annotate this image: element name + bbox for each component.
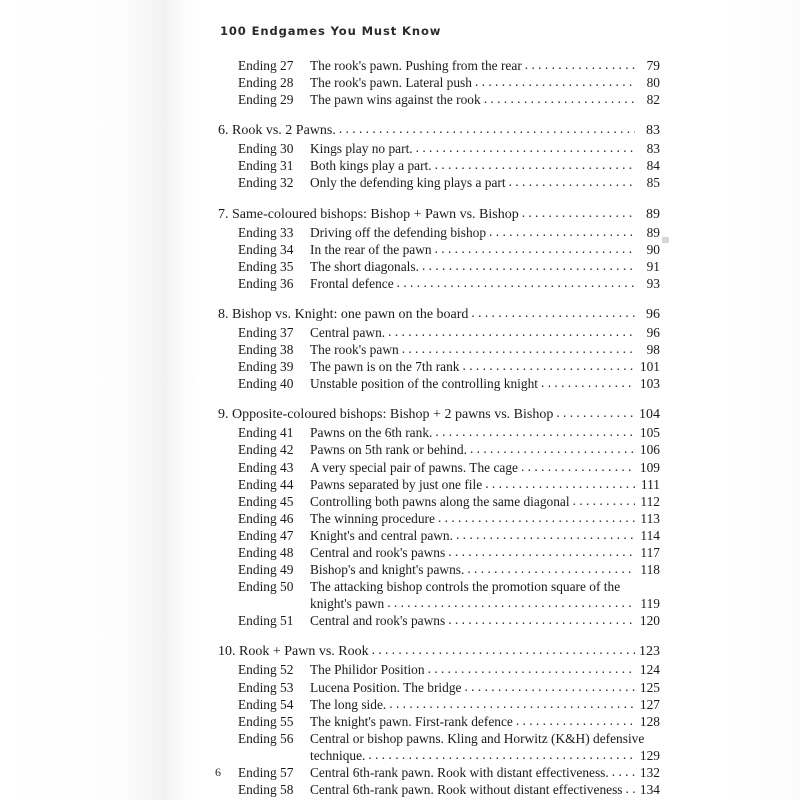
- toc-entry-label: Ending 58: [238, 782, 294, 798]
- dot-leader: [435, 156, 635, 173]
- toc-entry-row[interactable]: [218, 527, 660, 544]
- toc-section-title: 6. Rook vs. 2 Pawns.: [218, 123, 336, 139]
- dot-leader: [573, 492, 635, 509]
- dot-leader: [435, 240, 635, 257]
- toc-entry-title: The rook's pawn. Lateral push: [310, 75, 472, 91]
- toc-entry-page-number: 125: [639, 679, 660, 695]
- toc-entry-row[interactable]: [218, 612, 660, 629]
- toc-section-row[interactable]: [218, 205, 660, 224]
- toc-entry-label: Ending 32: [238, 175, 294, 191]
- toc-entry-title: Lucena Position. The bridge: [310, 679, 462, 695]
- dot-leader: [422, 257, 635, 274]
- dot-leader: [522, 204, 635, 223]
- toc-content: [218, 24, 660, 798]
- toc-entry-title: Kings play no part.: [310, 141, 413, 157]
- toc-section-row[interactable]: [218, 305, 660, 324]
- toc-section-title: 10. Rook + Pawn vs. Rook: [218, 644, 369, 660]
- toc-entry-title: Central or bishop pawns. Kling and Horwitz (K&H) defensive: [310, 730, 645, 746]
- toc-entry-row[interactable]: [218, 140, 660, 157]
- toc-entry-title-continued: technique.: [310, 747, 366, 763]
- toc-entry-page-number: 118: [640, 562, 660, 578]
- toc-entry-title: The rook's pawn: [310, 342, 399, 358]
- toc-entry-title-continued: knight's pawn: [310, 596, 385, 612]
- toc-entry-row[interactable]: [218, 258, 660, 275]
- toc-entry-title: The long side.: [310, 696, 387, 712]
- toc-group: [218, 57, 660, 108]
- dot-leader: [475, 73, 635, 90]
- dot-leader: [521, 458, 635, 475]
- dot-leader: [471, 304, 635, 323]
- toc-entry-row[interactable]: [218, 91, 660, 108]
- toc-entry-row[interactable]: [218, 375, 660, 392]
- toc-entry-page-number: 106: [639, 442, 660, 458]
- dot-leader: [516, 712, 635, 729]
- dot-leader: [368, 746, 635, 763]
- toc-entry-line-continued: [238, 747, 660, 764]
- toc-entry-row[interactable]: [218, 157, 660, 174]
- toc-entry-page-number: 113: [640, 510, 660, 526]
- toc-entry-label: Ending 33: [238, 224, 294, 240]
- toc-entry-page-number: 85: [646, 175, 660, 191]
- toc-entry-page-number: 114: [640, 527, 660, 543]
- toc-entry-label: Ending 46: [238, 510, 294, 526]
- toc-section-row[interactable]: [218, 121, 660, 140]
- toc-entry-label: Ending 57: [238, 765, 294, 780]
- toc-entry-row[interactable]: [218, 57, 660, 74]
- toc-group: [218, 405, 660, 629]
- toc-entry-title: The rook's pawn. Pushing from the rear: [310, 58, 522, 73]
- toc-entry-label: Ending 27: [238, 58, 294, 73]
- dot-leader: [372, 641, 635, 660]
- toc-entry-page-number: 91: [646, 258, 660, 274]
- dot-leader: [525, 56, 635, 73]
- toc-entry-row[interactable]: [218, 275, 660, 292]
- toc-entry-page-number: 128: [639, 713, 660, 729]
- toc-entry-row[interactable]: [218, 679, 660, 696]
- toc-entry-title: Driving off the defending bishop: [310, 224, 487, 240]
- dot-leader: [428, 660, 635, 677]
- toc-entry-label: Ending 56: [238, 730, 294, 746]
- scan-artifact: [662, 237, 669, 243]
- toc-entry-title: Bishop's and knight's pawns.: [310, 562, 465, 578]
- toc-entry-title: Pawns on 5th rank or behind.: [310, 442, 467, 458]
- dot-leader: [489, 223, 635, 240]
- toc-entry-row[interactable]: [218, 224, 660, 241]
- toc-entry-title: The knight's pawn. First-rank defence: [310, 713, 513, 729]
- toc-entry-label: Ending 40: [238, 376, 294, 392]
- toc-entry-label: Ending 48: [238, 544, 294, 560]
- toc-entry-title: Central and rook's pawns: [310, 613, 446, 629]
- toc-entry-label: Ending 30: [238, 141, 294, 157]
- toc-entry-row[interactable]: [218, 730, 660, 764]
- toc-entry-page-number: 117: [640, 544, 660, 560]
- toc-entry-label: Ending 34: [238, 241, 294, 257]
- toc-entry-row[interactable]: [218, 74, 660, 91]
- toc-entry-page-number: 103: [639, 376, 660, 392]
- toc-entry-page-number: 82: [646, 92, 660, 108]
- toc-group: [218, 305, 660, 392]
- toc-entry-page-number: 132: [639, 765, 660, 780]
- toc-entry-label: Ending 54: [238, 696, 294, 712]
- toc-entry-label: Ending 39: [238, 359, 294, 375]
- toc-entry-title: A very special pair of pawns. The cage: [310, 459, 518, 475]
- toc-entry-title: Central 6th-rank pawn. Rook without distant effectiveness: [310, 782, 623, 798]
- toc-entry-row[interactable]: [218, 493, 660, 510]
- dot-leader: [612, 763, 635, 780]
- toc-entry-label: Ending 47: [238, 527, 294, 543]
- dot-leader: [470, 440, 635, 457]
- toc-entry-title: Unstable position of the controlling knight: [310, 376, 538, 392]
- toc-entry-line-continued: [238, 595, 660, 612]
- toc-entry-label: Ending 28: [238, 75, 294, 91]
- toc-entry-label: Ending 50: [238, 579, 294, 595]
- toc-entry-row[interactable]: [218, 661, 660, 678]
- dot-leader: [435, 423, 635, 440]
- toc-section-title: 9. Opposite-coloured bishops: Bishop + 2 pawns vs. Bishop: [218, 407, 554, 423]
- toc-entry-title: Pawns on the 6th rank.: [310, 425, 433, 441]
- toc-entry-page-number: 93: [646, 275, 660, 291]
- toc-entry-page-number: 105: [639, 425, 660, 441]
- toc-entry-row[interactable]: [218, 510, 660, 527]
- dot-leader: [448, 543, 635, 560]
- toc-entry-line: [238, 578, 660, 595]
- toc-entry-line: [238, 730, 660, 747]
- toc-entry-label: Ending 43: [238, 459, 294, 475]
- toc-section-page-number: 89: [646, 206, 660, 222]
- toc-entry-row[interactable]: [218, 696, 660, 713]
- toc-entry-title: The short diagonals.: [310, 258, 419, 274]
- toc-entry-row[interactable]: [218, 764, 660, 781]
- toc-entry-page-number: 112: [640, 493, 660, 509]
- toc-entry-row[interactable]: [218, 476, 660, 493]
- dot-leader: [626, 780, 635, 797]
- dot-leader: [484, 90, 635, 107]
- toc-entry-label: Ending 42: [238, 442, 294, 458]
- toc-entry-page-number: 96: [646, 324, 660, 340]
- dot-leader: [388, 323, 635, 340]
- toc-entry-page-number: 111: [640, 476, 660, 492]
- toc-entry-label: Ending 44: [238, 476, 294, 492]
- dot-leader: [463, 357, 636, 374]
- toc-entry-label: Ending 35: [238, 258, 294, 274]
- toc-entry-label: Ending 31: [238, 158, 294, 174]
- toc-entry-page-number: 90: [646, 241, 660, 257]
- toc-entry-page-number: 119: [640, 596, 660, 612]
- dot-leader: [339, 120, 635, 139]
- toc-entry-row[interactable]: [218, 578, 660, 612]
- running-head: 100 Endgames You Must Know: [220, 24, 442, 38]
- toc-section-page-number: 104: [639, 407, 660, 423]
- toc-entry-label: Ending 29: [238, 92, 294, 108]
- toc-entry-label: Ending 53: [238, 679, 294, 695]
- toc-entry-row[interactable]: [218, 781, 660, 798]
- toc-entry-page-number: 120: [639, 613, 660, 629]
- toc-entry-row[interactable]: [218, 358, 660, 375]
- toc-entry-page-number: 79: [646, 58, 660, 73]
- toc-entry-page-number: 80: [646, 75, 660, 91]
- toc-entry-label: Ending 55: [238, 713, 294, 729]
- toc-entry-row[interactable]: [218, 241, 660, 258]
- toc-entry-row[interactable]: [218, 441, 660, 458]
- toc-section-row[interactable]: [218, 642, 660, 661]
- toc-entry-row[interactable]: [218, 544, 660, 561]
- page-number: 6: [215, 765, 221, 779]
- toc-entry-title: The winning procedure: [310, 510, 435, 526]
- toc-entry-row[interactable]: [218, 341, 660, 358]
- toc-entry-title: Controlling both pawns along the same diagonal: [310, 493, 570, 509]
- toc-entry-row[interactable]: [218, 713, 660, 730]
- dot-leader: [397, 274, 635, 291]
- toc-entry-page-number: 134: [639, 782, 660, 798]
- toc-group: [218, 205, 660, 292]
- toc-section-title: 8. Bishop vs. Knight: one pawn on the board: [218, 306, 469, 322]
- toc-entry-page-number: 83: [646, 141, 660, 157]
- toc-entry-title: The pawn wins against the rook: [310, 92, 481, 108]
- toc-entry-title: The pawn is on the 7th rank: [310, 359, 460, 375]
- dot-leader: [467, 560, 635, 577]
- toc-entry-label: Ending 41: [238, 425, 294, 441]
- toc-entry-row[interactable]: [218, 561, 660, 578]
- toc-entry-title: Only the defending king plays a part: [310, 175, 506, 191]
- toc-entry-row[interactable]: [218, 424, 660, 441]
- toc-entry-label: Ending 49: [238, 562, 294, 578]
- dot-leader: [416, 139, 635, 156]
- toc-entry-page-number: 98: [646, 342, 660, 358]
- toc-entry-page-number: 129: [639, 747, 660, 763]
- dot-leader: [456, 526, 635, 543]
- toc-section-page-number: 123: [639, 644, 660, 660]
- toc-group: [218, 121, 660, 191]
- toc-group: [218, 642, 660, 798]
- toc-entry-page-number: 124: [639, 662, 660, 678]
- toc-entry-title: Pawns separated by just one file: [310, 476, 483, 492]
- toc-entry-label: Ending 36: [238, 275, 294, 291]
- toc-entry-page-number: 84: [646, 158, 660, 174]
- dot-leader: [448, 611, 635, 628]
- dot-leader: [464, 678, 635, 695]
- toc-entry-title: Frontal defence: [310, 275, 394, 291]
- toc-entry-row[interactable]: [218, 459, 660, 476]
- dot-leader: [541, 374, 635, 391]
- toc-section-page-number: 83: [646, 123, 660, 139]
- toc-entry-label: Ending 45: [238, 493, 294, 509]
- toc-section-title: 7. Same-coloured bishops: Bishop + Pawn vs. Bishop: [218, 206, 519, 222]
- toc-section-page-number: 96: [646, 306, 660, 322]
- toc-entry-row[interactable]: [218, 174, 660, 191]
- toc-entry-page-number: 101: [639, 359, 660, 375]
- toc-entry-title: Central and rook's pawns: [310, 544, 446, 560]
- dot-leader: [509, 173, 635, 190]
- toc-entry-row[interactable]: [218, 324, 660, 341]
- dot-leader: [387, 594, 635, 611]
- dot-leader: [485, 475, 635, 492]
- toc-entry-title: The Philidor Position: [310, 662, 425, 678]
- toc-entry-title: Central 6th-rank pawn. Rook with distant effectiveness.: [310, 765, 609, 780]
- dot-leader: [556, 404, 635, 423]
- toc-entry-title: Central pawn.: [310, 324, 386, 340]
- dot-leader: [402, 340, 635, 357]
- toc-entry-title: In the rear of the pawn: [310, 241, 432, 257]
- toc-entry-title: Both kings play a part.: [310, 158, 432, 174]
- toc-entry-label: Ending 38: [238, 342, 294, 358]
- toc-entry-label: Ending 52: [238, 662, 294, 678]
- toc-entry-title: The attacking bishop controls the promotion square of the: [310, 579, 621, 595]
- toc-entry-page-number: 127: [639, 696, 660, 712]
- toc-entry-title: Knight's and central pawn.: [310, 527, 453, 543]
- toc-entry-page-number: 109: [639, 459, 660, 475]
- dot-leader: [438, 509, 635, 526]
- toc-entry-label: Ending 51: [238, 613, 294, 629]
- dot-leader: [389, 695, 635, 712]
- toc-section-row[interactable]: [218, 405, 660, 424]
- toc-entry-label: Ending 37: [238, 324, 294, 340]
- toc-entry-page-number: 89: [646, 224, 660, 240]
- table-of-contents: [218, 57, 660, 798]
